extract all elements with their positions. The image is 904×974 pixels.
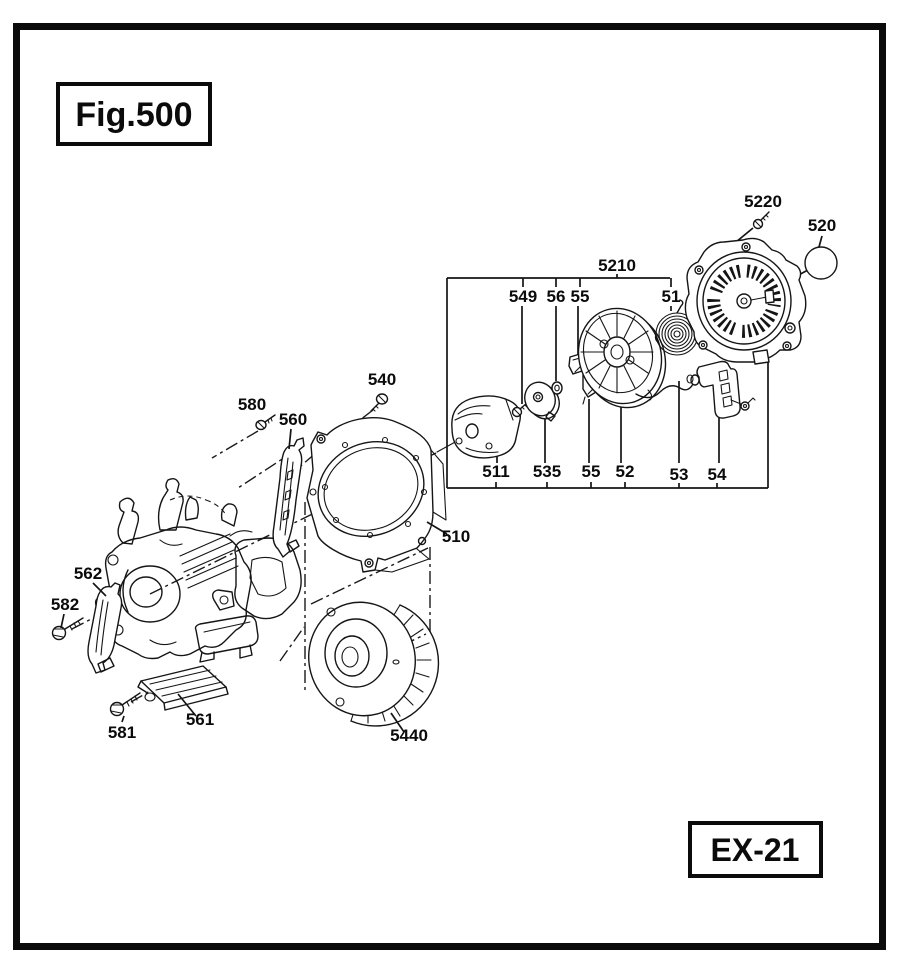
callout-55-bottom: 55 <box>581 462 601 481</box>
washer-56 <box>552 382 562 394</box>
callout-510: 510 <box>441 527 471 546</box>
callout-5220: 5220 <box>744 192 782 211</box>
starter-cup-511 <box>452 396 520 458</box>
callout-581: 581 <box>107 723 137 742</box>
callout-560: 560 <box>278 410 308 429</box>
fan-cover-outline <box>307 418 433 572</box>
callout-580: 580 <box>237 395 267 414</box>
callout-549: 549 <box>508 287 538 306</box>
model-box <box>690 823 821 876</box>
callout-51: 51 <box>661 287 681 306</box>
callout-540: 540 <box>367 370 397 389</box>
flywheel-face <box>296 590 428 728</box>
callout-511: 511 <box>482 462 510 481</box>
screw-540 <box>371 394 388 411</box>
figure-box <box>58 84 210 144</box>
heat-shield-562 <box>88 583 122 673</box>
bolt-582 <box>53 618 84 640</box>
callout-582: 582 <box>50 595 80 614</box>
bolt-581 <box>111 693 141 716</box>
recoil-housing-5210 <box>685 238 805 364</box>
callout-561: 561 <box>185 710 215 729</box>
callout-562: 562 <box>73 564 103 583</box>
screw-580 <box>256 415 275 430</box>
callout-520: 520 <box>807 216 837 235</box>
figure-label: Fig.500 <box>75 96 193 134</box>
screw-5220 <box>754 212 770 229</box>
callout-52: 52 <box>615 462 635 481</box>
heat-shield-561 <box>138 666 228 710</box>
cap-520 <box>805 247 837 279</box>
page-border <box>17 27 883 947</box>
callout-54: 54 <box>707 465 727 484</box>
callout-5440: 5440 <box>390 726 428 745</box>
callout-56: 56 <box>546 287 566 306</box>
flywheel-5440 <box>296 590 438 728</box>
guide-plate-560 <box>273 438 304 557</box>
starter-handle-54 <box>687 362 755 419</box>
callout-55-top: 55 <box>570 287 590 306</box>
model-label: EX-21 <box>710 832 800 868</box>
callout-535: 535 <box>532 462 562 481</box>
callout-5210: 5210 <box>598 256 636 275</box>
callout-53: 53 <box>669 465 689 484</box>
